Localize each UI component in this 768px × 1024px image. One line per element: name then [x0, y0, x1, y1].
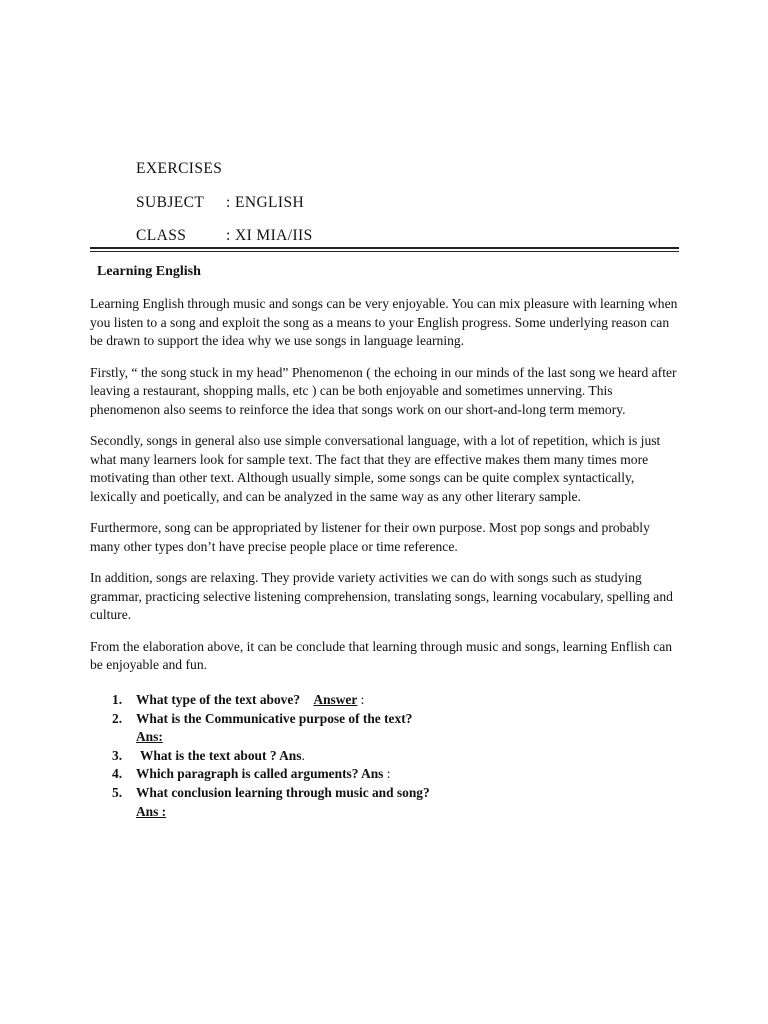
question-text: What is the text about ? Ans: [140, 747, 302, 763]
question-number: 5.: [112, 784, 123, 800]
question-number: 4.: [112, 766, 123, 782]
class-line: [136, 227, 313, 245]
header-divider-thin: [90, 251, 679, 252]
exercise-title-text: EXERCISES: [136, 160, 223, 177]
subject-value: : ENGLISH: [226, 194, 305, 211]
question-number: 2.: [112, 710, 123, 726]
question-text: What is the Communicative purpose of the text?: [136, 710, 413, 726]
section-title: Learning English: [97, 264, 201, 279]
paragraph: Secondly, songs in general also use simple conversational language, with a lot of repetition, which is just what many learners look for sample text. The fact that they are effective makes them many times more motivating than other text. Although usually simple, some songs can be quite complex syntactically, lexically and poetically, and can be analyzed in the same way as any other literary sample.: [90, 433, 661, 504]
question-item: [112, 747, 672, 766]
reading-text: [90, 295, 680, 688]
answer-label: Answer: [313, 692, 358, 707]
answer-colon: :: [357, 692, 365, 707]
question-number: 1.: [112, 692, 123, 707]
class-value: : XI MIA/IIS: [226, 227, 313, 244]
question-number: 3.: [112, 747, 123, 763]
class-label: CLASS: [136, 227, 187, 244]
question-text-wrapper: [136, 765, 390, 784]
question-list: [112, 691, 672, 821]
question-item: [112, 691, 672, 710]
paragraph: Firstly, “ the song stuck in my head” Phenomenon ( the echoing in our minds of the last song we heard after leaving a restaurant, shopping malls, etc ) can be both enjoyable and sometimes unnerving. This phenomenon also seems to reinforce the idea that songs work on our short-and-long term memory.: [90, 364, 677, 417]
answer-label: Ans :: [136, 803, 167, 819]
question-text-wrapper: [136, 691, 364, 710]
paragraph: In addition, songs are relaxing. They provide variety activities we can do with songs such as studying grammar, practicing selective listening comprehension, translating songs, learning vocabulary, spelling and culture.: [90, 570, 673, 622]
answer-colon: :: [383, 766, 391, 782]
question-item: [112, 710, 672, 729]
question-item: [112, 784, 672, 803]
answer-label: Ans:: [136, 729, 163, 745]
question-item: [112, 765, 672, 784]
answer-line: [112, 803, 672, 822]
answer-dot: .: [301, 747, 305, 763]
exercise-title: [136, 160, 222, 178]
answer-line: [112, 728, 672, 747]
header-divider-thick: [90, 247, 679, 249]
question-text: Which paragraph is called arguments? Ans: [136, 766, 384, 782]
subject-line: [136, 194, 304, 212]
paragraph: Furthermore, song can be appropriated by listener for their own purpose. Most pop songs and probably many other types don’t have precise people place or time reference.: [90, 520, 650, 554]
question-text: What conclusion learning through music and song?: [136, 784, 430, 800]
paragraph: From the elaboration above, it can be conclude that learning through music and songs, learning Enflish can be enjoyable and fun.: [90, 638, 673, 672]
question-text-wrapper: [136, 747, 305, 766]
subject-label: SUBJECT: [136, 194, 205, 211]
paragraph: Learning English through music and songs can be very enjoyable. You can mix pleasure with learning when you listen to a song and exploit the song as a means to your English progress. Some underlying reason can be drawn to support the idea why we use songs in language learning.: [90, 296, 678, 348]
question-text: What type of the text above?: [136, 692, 301, 707]
